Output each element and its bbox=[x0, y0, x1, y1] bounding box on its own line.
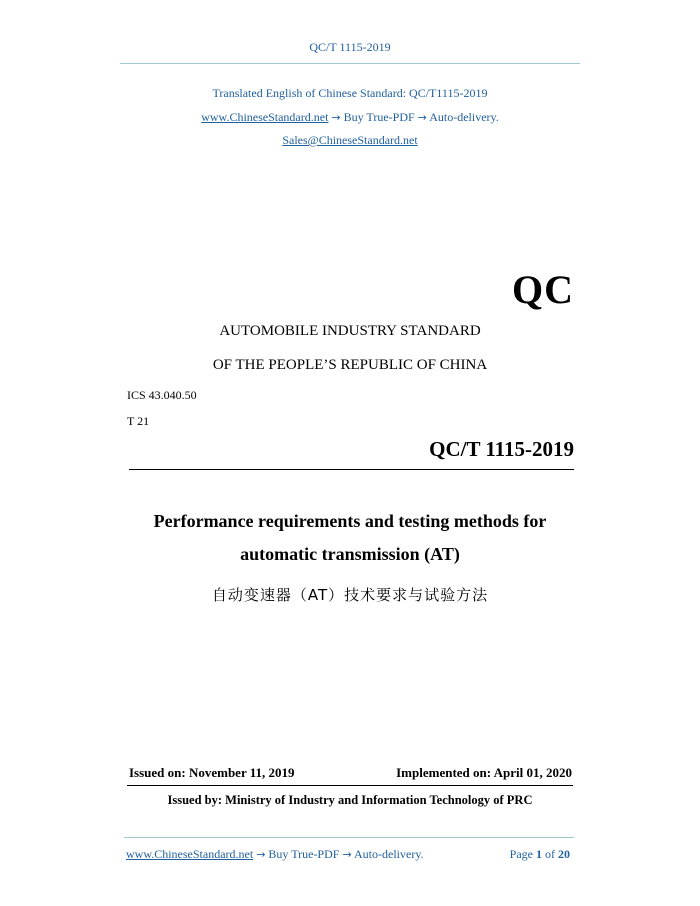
ics-code: ICS 43.040.50 bbox=[127, 388, 197, 402]
arrow-right-icon: → bbox=[331, 111, 341, 124]
footer-divider bbox=[124, 837, 574, 838]
footer-auto-delivery-text: Auto-delivery. bbox=[354, 847, 424, 861]
buy-true-pdf-text: Buy True-PDF bbox=[343, 110, 415, 124]
header-divider bbox=[120, 63, 580, 64]
sales-email-link[interactable]: Sales@ChineseStandard.net bbox=[282, 133, 418, 147]
implemented-on: Implemented on: April 01, 2020 bbox=[396, 765, 572, 780]
title-line-2: automatic transmission (AT) bbox=[240, 544, 460, 564]
dates-rule bbox=[127, 785, 573, 786]
email-line bbox=[0, 133, 700, 148]
footer-chinesestandard-link[interactable]: www.ChineseStandard.net bbox=[126, 847, 254, 861]
arrow-right-icon: → bbox=[256, 848, 266, 861]
standard-code-rule bbox=[129, 469, 574, 470]
footer-buy-true-pdf-text: Buy True-PDF bbox=[268, 847, 340, 861]
purchase-line bbox=[0, 110, 700, 125]
qc-logo: QC bbox=[512, 267, 574, 312]
page-label: Page bbox=[509, 847, 533, 861]
title-chinese: 自动变速器（AT）技术要求与试验方法 bbox=[211, 586, 489, 604]
arrow-right-icon: → bbox=[342, 848, 352, 861]
org-line-2: OF THE PEOPLE’S REPUBLIC OF CHINA bbox=[212, 357, 488, 373]
issued-on: Issued on: November 11, 2019 bbox=[129, 765, 295, 780]
translation-notice: Translated English of Chinese Standard: QC/T1115-2019 bbox=[212, 86, 488, 100]
page-total: 20 bbox=[558, 847, 570, 861]
running-header: QC/T 1115-2019 bbox=[309, 40, 391, 54]
classification-code: T 21 bbox=[127, 414, 150, 428]
issued-by: Issued by: Ministry of Industry and Information Technology of PRC bbox=[167, 793, 533, 807]
footer-purchase-line bbox=[126, 847, 424, 862]
page-number bbox=[510, 847, 570, 862]
auto-delivery-text: Auto-delivery. bbox=[429, 110, 499, 124]
title-line-1: Performance requirements and testing methods for bbox=[153, 511, 547, 531]
page-of: of bbox=[545, 847, 555, 861]
org-line-1: AUTOMOBILE INDUSTRY STANDARD bbox=[219, 323, 481, 339]
page-current: 1 bbox=[536, 847, 542, 861]
arrow-right-icon: → bbox=[417, 111, 427, 124]
chinesestandard-link[interactable]: www.ChineseStandard.net bbox=[201, 110, 329, 124]
standard-code: QC/T 1115-2019 bbox=[429, 437, 574, 461]
